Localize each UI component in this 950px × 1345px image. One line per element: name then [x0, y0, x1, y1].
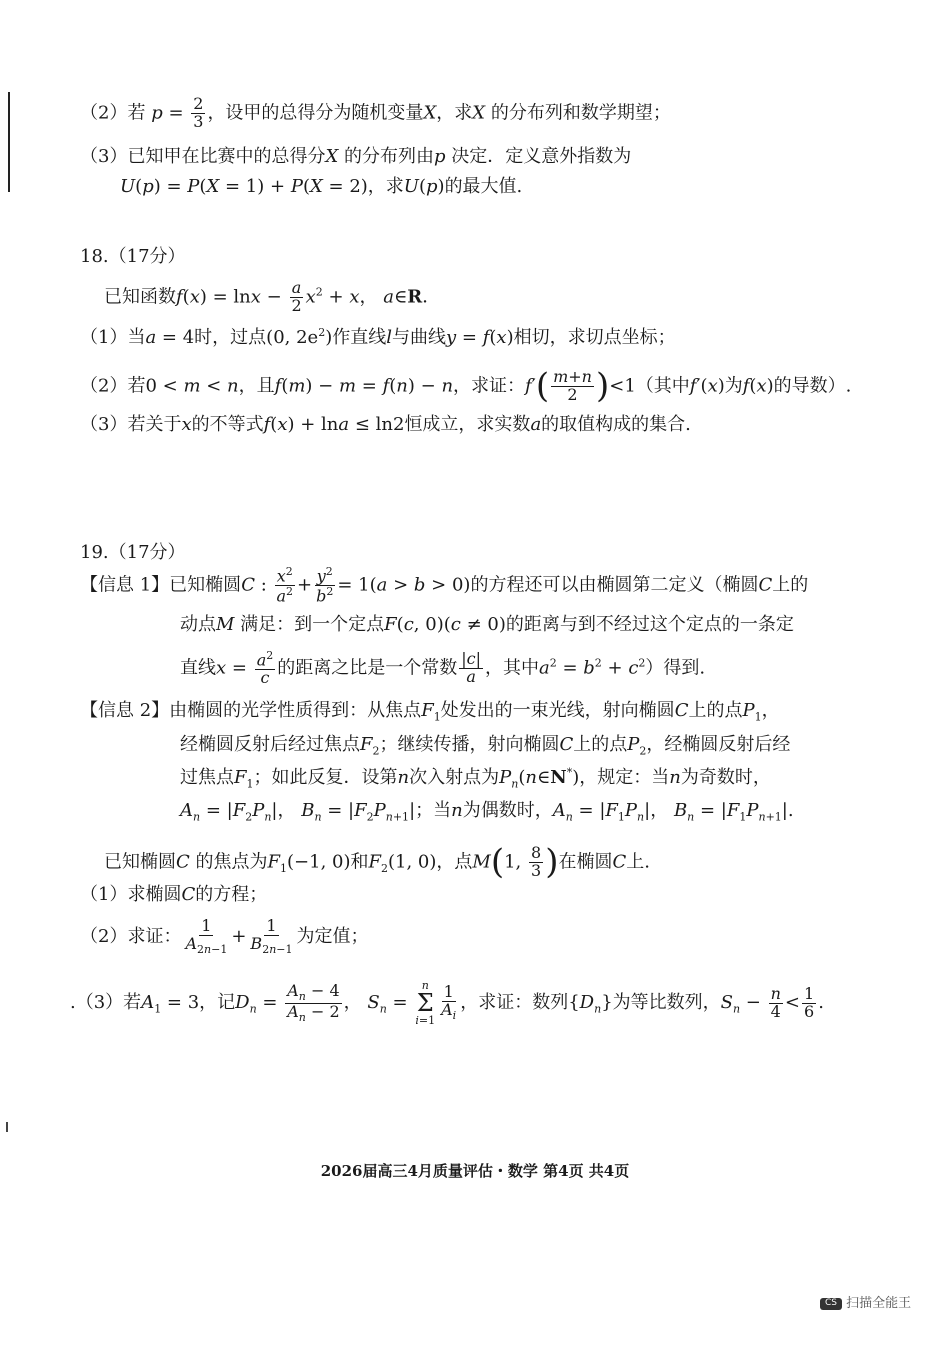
- q19-info1-line2: 动点M 满足：到一个定点F(c, 0)(c ≠ 0)的距离与到不经过这个定点的一条定: [180, 614, 794, 635]
- margin-tick: [6, 1122, 8, 1132]
- q19-info2: 【信息 2】由椭圆的光学性质得到：从焦点$F_1$处发出的一束光线，射向椭圆C上的点$P_1$，: [80, 700, 780, 724]
- scanner-logo: CS 扫描全能王: [820, 1292, 911, 1311]
- q19-part2: （2）求证： $\frac{1}{A_{2n-1}}$ + $\frac{1}{B_{2n-1}}$ 为定值；: [80, 916, 369, 956]
- q19-part1: （1）求椭圆C的方程；: [80, 884, 268, 905]
- q19-part3: .（3）若$A_1 = 3$，记$D_n$ = $\frac{A_n - 4}{A_n - 2}$ ， $S_n$ = n Σ i=1 $\frac{1}{A_i}$ ，求证：数列$\{D_n\}$为等比数列，$S_n$ − $\frac{n}{4}$ < $\frac{1}{6}$ .: [70, 979, 824, 1027]
- q19-info2-line3: 过焦点$F_1$；如此反复．设第n次入射点为$P_n(n\in N^*)$，规定：当n为奇数时，: [180, 766, 771, 791]
- left-margin-line: [8, 92, 10, 192]
- q19-info2-line4: $A_n = |F_2P_n|$， $B_n = |F_2P_{n+1}|$；当n为偶数时，$A_n = |F_1P_n|$， $B_n = |F_1P_{n+1}|$.: [180, 800, 794, 824]
- q17-part2: （2）若 p = $\frac{2}{3}$ ，设甲的总得分为随机变量X，求X 的分布列和数学期望；: [80, 94, 671, 131]
- q18-part1: （1）当a = 4时，过点(0, $2e^2$)作直线l与曲线y = f(x)相切，求切点坐标；: [80, 326, 676, 348]
- q18-part3: （3）若关于x的不等式f(x) + lna ≤ ln2恒成立，求实数a的取值构成的集合.: [80, 414, 691, 435]
- q18-header: 18.（17分）: [80, 246, 186, 267]
- scanner-logo-icon: CS: [820, 1298, 842, 1310]
- q18-intro: 已知函数f(x) = lnx − $\frac{a}{2}$ $x^2 + x$， a∈R．: [104, 278, 441, 315]
- q19-info1-line3: 直线x = $\frac{a^2}{c}$ 的距离之比是一个常数 $\frac{|c|}{a}$ ，其中$a^2 = b^2 + c^2$）得到.: [180, 649, 706, 688]
- q19-info2-line2: 经椭圆反射后经过焦点$F_2$；继续传播，射向椭圆C上的点$P_2$，经椭圆反射后经: [180, 734, 791, 758]
- q19-header: 19.（17分）: [80, 542, 186, 563]
- page-footer: 2026届高三4月质量评估・数学 第4页 共4页: [320, 1162, 630, 1180]
- q19-info1: 【信息 1】已知椭圆C : $\frac{x^2}{a^2}$ + $\frac{y^2}{b^2}$ = 1(a > b > 0)的方程还可以由椭圆第二定义（椭圆C上的: [80, 565, 809, 606]
- q18-part2: （2）若0 < m < n，且f(m) − m = f(n) − n，求证：f′( $\frac{m+n}{2}$ )<1（其中f′(x)为f(x)的导数）.: [80, 366, 852, 406]
- q17-part3: （3）已知甲在比赛中的总得分X 的分布列由p 决定．定义意外指数为: [80, 146, 632, 167]
- q17-part3-line2: U(p) = P(X = 1) + P(X = 2)，求U(p)的最大值.: [120, 176, 523, 197]
- q19-given: 已知椭圆C 的焦点为$F_1(-1$, 0)和$F_2(1$, 0)，点M(1, $\frac{8}{3}$ )在椭圆C上.: [104, 842, 650, 882]
